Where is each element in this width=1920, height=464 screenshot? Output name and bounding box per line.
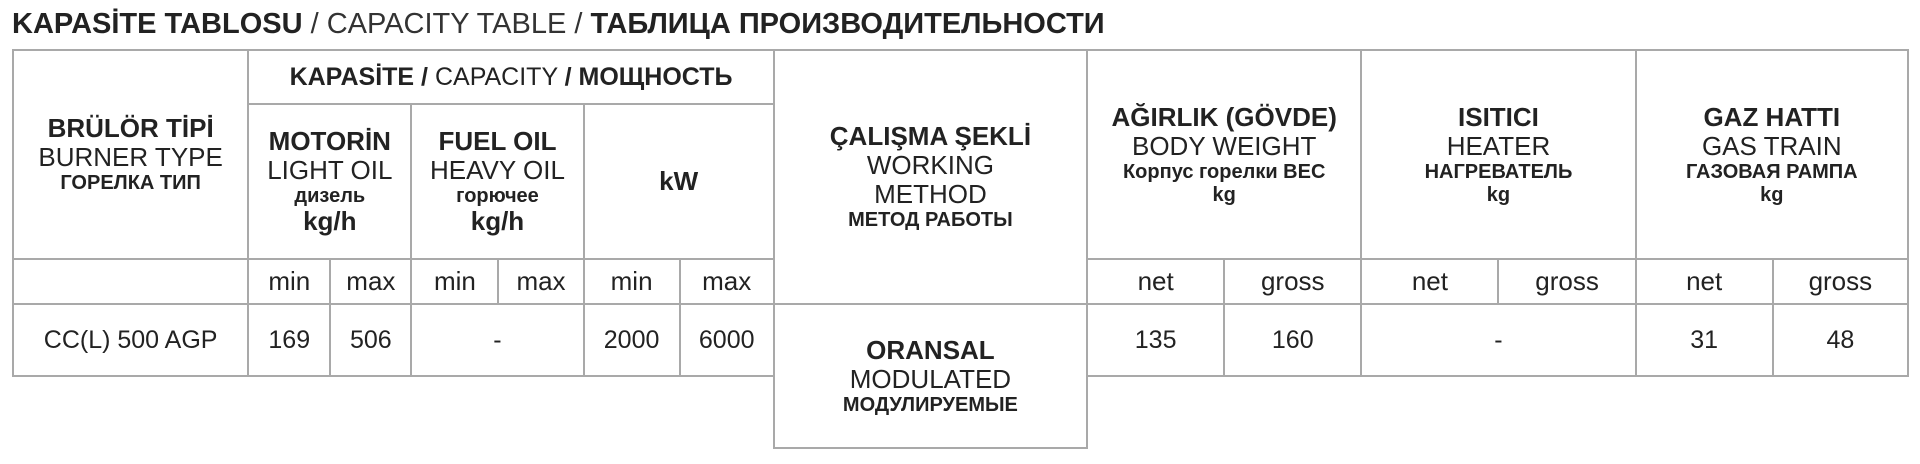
header-heavy-oil-tr: FUEL OIL [438,125,557,156]
header-working-method-tr: ÇALIŞMA ŞEKLİ [829,121,1032,152]
header-heavy-oil-en: HEAVY OIL [430,154,565,185]
header-working-method [774,50,1087,304]
header-gas-net: net [1636,259,1773,304]
header-burner-type-tr: BRÜLÖR TİPİ [47,113,214,144]
cell-working-mode-tr: ORANSAL [866,334,995,365]
header-heavy-oil-max: max [498,259,583,304]
header-light-oil-tr: MOTORİN [268,125,391,156]
header-light-oil-ru: дизель [294,184,366,207]
header-gas-train-unit: kg [1760,183,1784,206]
page-title [12,4,1105,44]
title-separator: / [566,8,591,40]
header-body-weight [1087,50,1361,259]
table-row [13,304,1908,376]
header-body-weight-tr: AĞIRLIK (GÖVDE) [1111,102,1337,132]
header-capacity-tr: KAPASİTE / [289,63,429,91]
header-light-oil-en: LIGHT OIL [267,154,393,185]
cell-heater: - [1361,304,1635,376]
header-gas-gross: gross [1773,259,1908,304]
title-en: CAPACITY TABLE [326,8,567,40]
title-tr: KAPASİTE TABLOSU [12,8,303,40]
cell-model: CC(L) 500 AGP [13,304,248,376]
header-gas-train [1636,50,1908,259]
header-heavy-oil-min: min [411,259,498,304]
cell-light-oil-max: 506 [330,304,411,376]
header-kw-max: max [680,259,774,304]
header-burner-type [13,50,248,259]
header-heater-en: HEATER [1446,131,1551,162]
header-light-oil-unit: kg/h [303,206,357,237]
header-body-weight-ru: Корпус горелки ВЕС [1122,161,1326,184]
header-heater-tr: ISITICI [1458,102,1539,132]
header-working-method-en1: WORKING [866,150,994,181]
header-gas-train-en: GAS TRAIN [1701,131,1842,162]
header-burner-type-en: BURNER TYPE [38,142,223,173]
header-heavy-oil-ru: горючее [456,184,539,207]
header-gas-train-tr: GAZ HATTI [1703,102,1841,132]
header-gas-train-ru: ГАЗОВАЯ РАМПА [1685,161,1858,184]
header-working-method-en2: METHOD [874,179,987,210]
header-light-oil-max: max [330,259,411,304]
header-light-oil [248,104,411,259]
header-heavy-oil [411,104,583,259]
title-ru: ТАБЛИЦА ПРОИЗВОДИТЕЛЬНОСТИ [590,8,1105,40]
header-power-kw: kW [584,104,774,259]
header-heater-gross: gross [1498,259,1635,304]
spacer-right [1087,376,1908,448]
title-separator: / [302,8,327,40]
header-burner-type-ru: ГОРЕЛКА ТИП [60,172,201,195]
capacity-table [12,49,1909,449]
cell-light-oil-min: 169 [248,304,330,376]
cell-body-net: 135 [1087,304,1224,376]
header-heater-net: net [1361,259,1498,304]
cell-heavy-oil: - [411,304,583,376]
header-working-method-ru: МЕТОД РАБОТЫ [848,209,1013,232]
spacer-left [13,376,774,448]
header-kw-min: min [584,259,680,304]
header-capacity-en: CAPACITY [428,63,565,91]
header-capacity-ru: / МОЩНОСТЬ [564,63,733,91]
header-heavy-oil-unit: kg/h [470,206,525,237]
cell-working-mode [774,304,1087,448]
header-heater [1361,50,1635,259]
header-body-gross: gross [1224,259,1361,304]
cell-working-mode-en: MODULATED [849,363,1012,394]
header-body-weight-en: BODY WEIGHT [1131,131,1317,162]
cell-body-gross: 160 [1224,304,1361,376]
cell-gas-gross: 48 [1773,304,1908,376]
cell-kw-max: 6000 [680,304,774,376]
cell-working-mode-ru: МОДУЛИРУЕМЫЕ [842,393,1018,416]
cell-kw-min: 2000 [584,304,680,376]
header-capacity [248,50,774,104]
header-body-weight-unit: kg [1212,183,1236,206]
header-heater-ru: НАГРЕВАТЕЛЬ [1424,161,1573,184]
header-heater-unit: kg [1486,183,1511,206]
header-empty-cell [13,259,248,304]
cell-gas-net: 31 [1636,304,1773,376]
header-light-oil-min: min [248,259,330,304]
header-body-net: net [1087,259,1224,304]
